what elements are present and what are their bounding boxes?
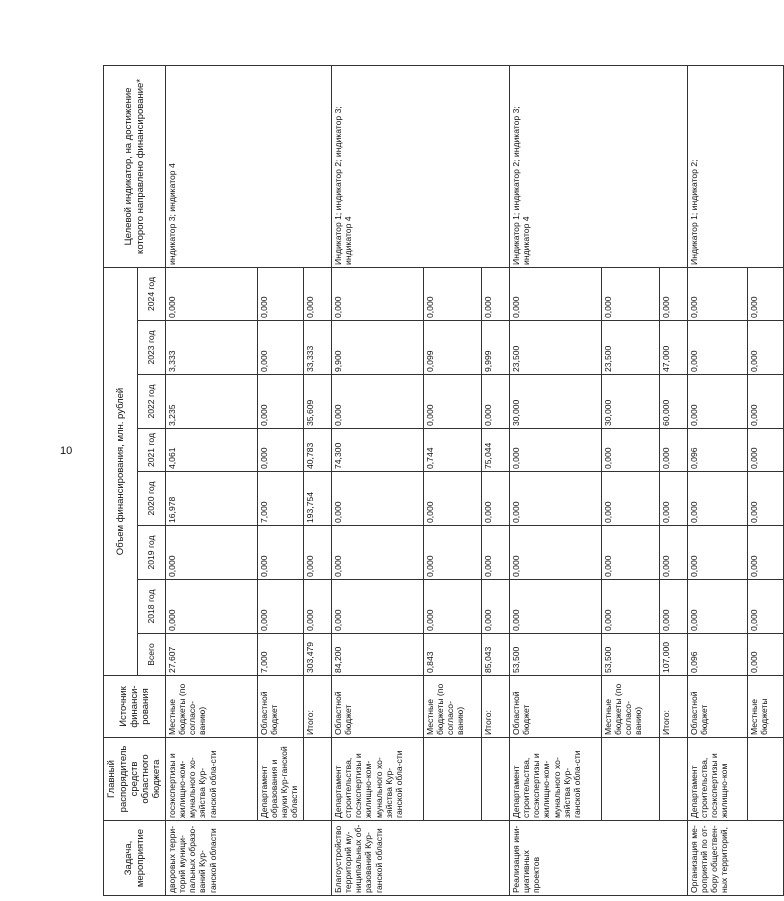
value-cell: 0,000	[748, 472, 784, 526]
value-cell: 0,000	[602, 267, 660, 320]
header-year: 2019 год	[138, 526, 166, 580]
value-cell: 33,333	[304, 321, 332, 375]
source-cell: Местные бюджеты	[748, 676, 784, 738]
table-row	[166, 65, 258, 895]
value-cell: 0,000	[602, 472, 660, 526]
header-year: 2024 год	[138, 267, 166, 320]
total-cell: 53,500	[510, 634, 602, 676]
value-cell: 0,000	[688, 321, 748, 375]
header-year: 2020 год	[138, 472, 166, 526]
value-cell: 23,500	[602, 321, 660, 375]
source-cell: Областной бюджет	[510, 676, 602, 738]
manager-cell	[424, 738, 482, 821]
value-cell: 0,744	[424, 429, 482, 472]
value-cell: 9,999	[482, 321, 510, 375]
value-cell: 0,000	[748, 526, 784, 580]
value-cell: 0,000	[510, 267, 602, 320]
value-cell: 0,000	[660, 429, 688, 472]
manager-cell: Департамент строительства, госэкспертизы и жилищно-ком	[688, 738, 748, 821]
manager-cell: Департамент образования и науки Кур-ганской области	[258, 738, 304, 821]
value-cell: 0,000	[510, 472, 602, 526]
source-cell: Областной бюджет	[258, 676, 304, 738]
manager-cell: Департамент строительства, госэкспертизы и жилищно-ком-мунального хо-зяйства Кур-ганской обла-сти	[332, 738, 424, 821]
value-cell: 0,000	[748, 267, 784, 320]
header-manager: Главный распорядитель средств областного бюджета	[104, 738, 166, 821]
value-cell: 0,000	[660, 267, 688, 320]
value-cell: 0,000	[688, 526, 748, 580]
value-cell: 0,000	[482, 580, 510, 634]
value-cell: 35,609	[304, 375, 332, 429]
value-cell: 0,000	[510, 580, 602, 634]
value-cell: 0,000	[482, 526, 510, 580]
header-year: 2022 год	[138, 375, 166, 429]
target-cell: Индикатор 1; индикатор 2; индикатор 3; индикатор 4	[510, 65, 688, 267]
value-cell: 9,900	[332, 321, 424, 375]
source-cell: Местные бюджеты (по согласо-ванию)	[424, 676, 482, 738]
value-cell: 0,000	[304, 267, 332, 320]
header-task: Задача, мероприятие	[104, 821, 166, 896]
value-cell: 0,000	[748, 429, 784, 472]
total-cell: 107,000	[660, 634, 688, 676]
target-cell: Индикатор 1; индикатор 2; индикатор 3; индикатор 4	[332, 65, 510, 267]
value-cell: 0,000	[332, 375, 424, 429]
value-cell: 0,096	[688, 429, 748, 472]
manager-cell: Департамент строительства, госэкспертизы и жилищно-ком-мунального хо-зяйства Кур-ганской обла-сти	[510, 738, 602, 821]
value-cell: 0,000	[482, 472, 510, 526]
value-cell: 0,000	[332, 526, 424, 580]
value-cell: 16,978	[166, 472, 258, 526]
source-cell: Итого:	[304, 676, 332, 738]
value-cell: 0,000	[482, 375, 510, 429]
header-year: 2021 год	[138, 429, 166, 472]
value-cell: 0,000	[424, 472, 482, 526]
value-cell: 0,000	[424, 267, 482, 320]
value-cell: 75,044	[482, 429, 510, 472]
value-cell: 0,000	[602, 526, 660, 580]
value-cell: 0,000	[166, 580, 258, 634]
value-cell: 0,000	[748, 375, 784, 429]
table-row	[510, 65, 602, 895]
value-cell: 0,000	[602, 429, 660, 472]
value-cell: 4,061	[166, 429, 258, 472]
value-cell: 0,000	[688, 267, 748, 320]
header-year: 2023 год	[138, 321, 166, 375]
value-cell: 0,000	[258, 267, 304, 320]
header-total: Всего	[138, 634, 166, 676]
value-cell: 0,000	[258, 526, 304, 580]
rotated-table-area	[103, 58, 770, 896]
total-cell: 0,843	[424, 634, 482, 676]
total-cell: 0,096	[688, 634, 748, 676]
value-cell: 0,000	[748, 580, 784, 634]
value-cell: 0,000	[660, 526, 688, 580]
value-cell: 0,000	[258, 580, 304, 634]
value-cell: 74,300	[332, 429, 424, 472]
value-cell: 0,000	[660, 580, 688, 634]
value-cell: 30,000	[602, 375, 660, 429]
value-cell: 0,000	[166, 526, 258, 580]
value-cell: 3,333	[166, 321, 258, 375]
value-cell: 0,000	[482, 267, 510, 320]
value-cell: 0,000	[660, 472, 688, 526]
header-year: 2018 год	[138, 580, 166, 634]
manager-cell	[660, 738, 688, 821]
total-cell: 84,200	[332, 634, 424, 676]
value-cell: 0,000	[510, 526, 602, 580]
header-volume: Объем финансирования, млн. рублей	[104, 267, 138, 675]
task-cell: Реализация ини-циативных проектов	[510, 821, 688, 896]
source-cell: Местные бюджеты (по согласо-ванию)	[602, 676, 660, 738]
value-cell: 0,000	[332, 580, 424, 634]
value-cell: 0,000	[424, 375, 482, 429]
value-cell: 0,000	[424, 580, 482, 634]
value-cell: 0,000	[688, 580, 748, 634]
source-cell: Областной бюджет	[332, 676, 424, 738]
source-cell: Итого:	[660, 676, 688, 738]
value-cell: 0,000	[688, 375, 748, 429]
table-body	[166, 65, 784, 895]
total-cell: 85,043	[482, 634, 510, 676]
manager-cell	[482, 738, 510, 821]
manager-cell	[304, 738, 332, 821]
value-cell: 0,000	[510, 429, 602, 472]
value-cell: 0,000	[258, 375, 304, 429]
value-cell: 193,754	[304, 472, 332, 526]
target-cell: индикатор 3; индикатор 4	[166, 65, 332, 267]
value-cell: 0,000	[304, 526, 332, 580]
value-cell: 0,000	[688, 472, 748, 526]
value-cell: 0,000	[258, 429, 304, 472]
value-cell: 40,783	[304, 429, 332, 472]
source-cell: Областной бюджет	[688, 676, 748, 738]
value-cell: 47,000	[660, 321, 688, 375]
total-cell: 7,000	[258, 634, 304, 676]
value-cell: 3,235	[166, 375, 258, 429]
table-row	[688, 65, 748, 895]
value-cell: 0,000	[332, 472, 424, 526]
total-cell: 53,500	[602, 634, 660, 676]
value-cell: 0,000	[602, 580, 660, 634]
value-cell: 0,000	[332, 267, 424, 320]
value-cell: 0,000	[166, 267, 258, 320]
total-cell: 0,000	[748, 634, 784, 676]
value-cell: 0,000	[304, 580, 332, 634]
task-cell: дворовых терри-торий муници-пальных образо-ваний Кур-ганской области	[166, 821, 332, 896]
table-row	[332, 65, 424, 895]
financing-table	[103, 65, 784, 896]
value-cell: 0,000	[424, 526, 482, 580]
value-cell: 60,000	[660, 375, 688, 429]
task-cell: Организация ме-роприятий по от-бору обществен-ных территорий,	[688, 821, 784, 896]
value-cell: 0,000	[748, 321, 784, 375]
header-target: Целевой индикатор, на достижение которого направлено финансирование*	[104, 65, 166, 267]
header-source: Источник финанси-рования	[104, 676, 166, 738]
total-cell: 27,607	[166, 634, 258, 676]
value-cell: 0,099	[424, 321, 482, 375]
value-cell: 7,000	[258, 472, 304, 526]
manager-cell: госэкспертизы и жилищно-ком-мунального хо-зяйства Кур-ганской обла-сти	[166, 738, 258, 821]
page-number: 10	[60, 445, 73, 457]
manager-cell	[748, 738, 784, 821]
value-cell: 30,000	[510, 375, 602, 429]
value-cell: 23,500	[510, 321, 602, 375]
task-cell: Благоустройство территорий му-ниципальных об-разований Кур-ганской области	[332, 821, 510, 896]
total-cell: 303,479	[304, 634, 332, 676]
target-cell: Индикатор 1; индикатор 2;	[688, 65, 784, 267]
manager-cell	[602, 738, 660, 821]
source-cell: Местные бюджеты (по согласо-ванию)	[166, 676, 258, 738]
value-cell: 0,000	[258, 321, 304, 375]
source-cell: Итого:	[482, 676, 510, 738]
